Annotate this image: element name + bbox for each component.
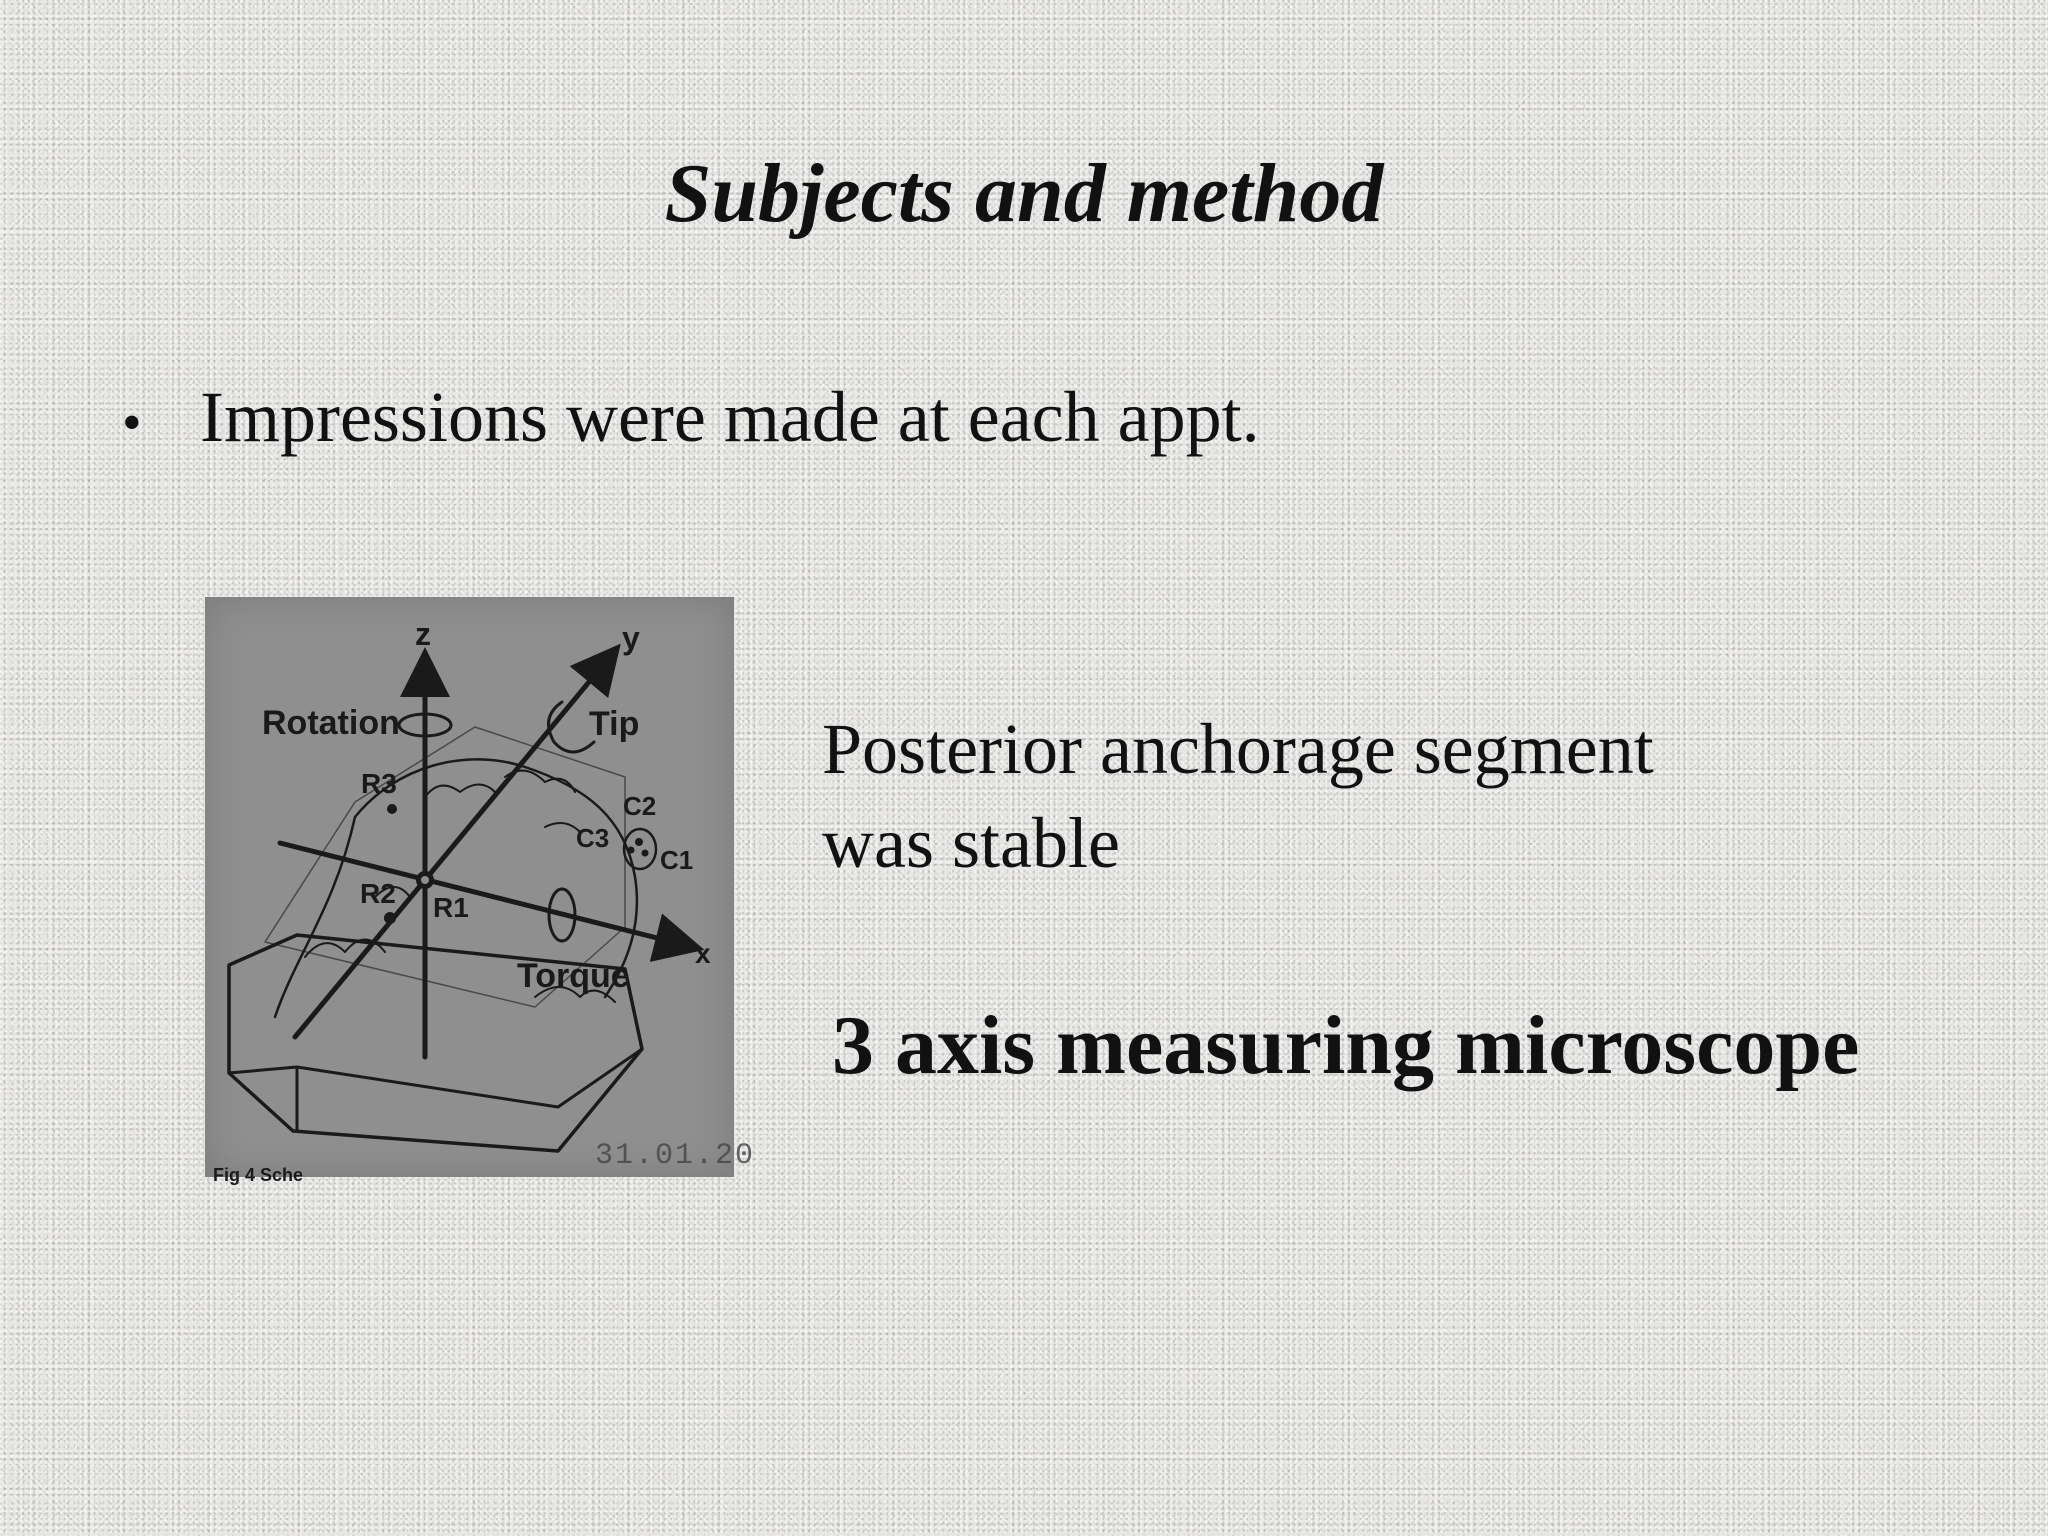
z-label: z: [415, 616, 431, 652]
description-block: [822, 702, 1654, 890]
c2-label: C2: [623, 791, 657, 821]
r2-label: R2: [360, 878, 396, 909]
r3-point: [387, 804, 397, 814]
figure-caption: Fig 4 Sche: [213, 1165, 304, 1185]
tip-label: Tip: [589, 705, 640, 743]
x-label: x: [695, 938, 711, 969]
c1-label: C1: [660, 845, 694, 875]
torque-label: Torque: [517, 957, 630, 995]
bullet-item: [122, 378, 1260, 457]
date-stamp: 31.01.20: [595, 1139, 756, 1173]
axis-diagram-photo: [205, 597, 756, 1185]
r2-point: [384, 912, 396, 924]
model-base-front: [229, 1067, 297, 1073]
model-base-side: [297, 1049, 642, 1131]
description-line-1: Posterior anchorage segment: [822, 709, 1654, 789]
axis-diagram: [205, 597, 756, 1185]
r3-label: R3: [361, 768, 397, 799]
r1-label: R1: [433, 892, 469, 923]
c-points: [635, 838, 643, 846]
bullet-icon: •: [122, 392, 142, 454]
bullet-text: Impressions were made at each appt.: [200, 377, 1260, 457]
c3-label: C3: [576, 823, 610, 853]
tip-arc-icon: [549, 702, 594, 752]
slide-title: Subjects and method: [664, 147, 1384, 240]
rotation-label: Rotation: [262, 704, 400, 742]
emphasis-text: 3 axis measuring microscope: [832, 999, 1860, 1092]
y-label: y: [622, 620, 640, 656]
description-line-2: was stable: [822, 803, 1120, 883]
